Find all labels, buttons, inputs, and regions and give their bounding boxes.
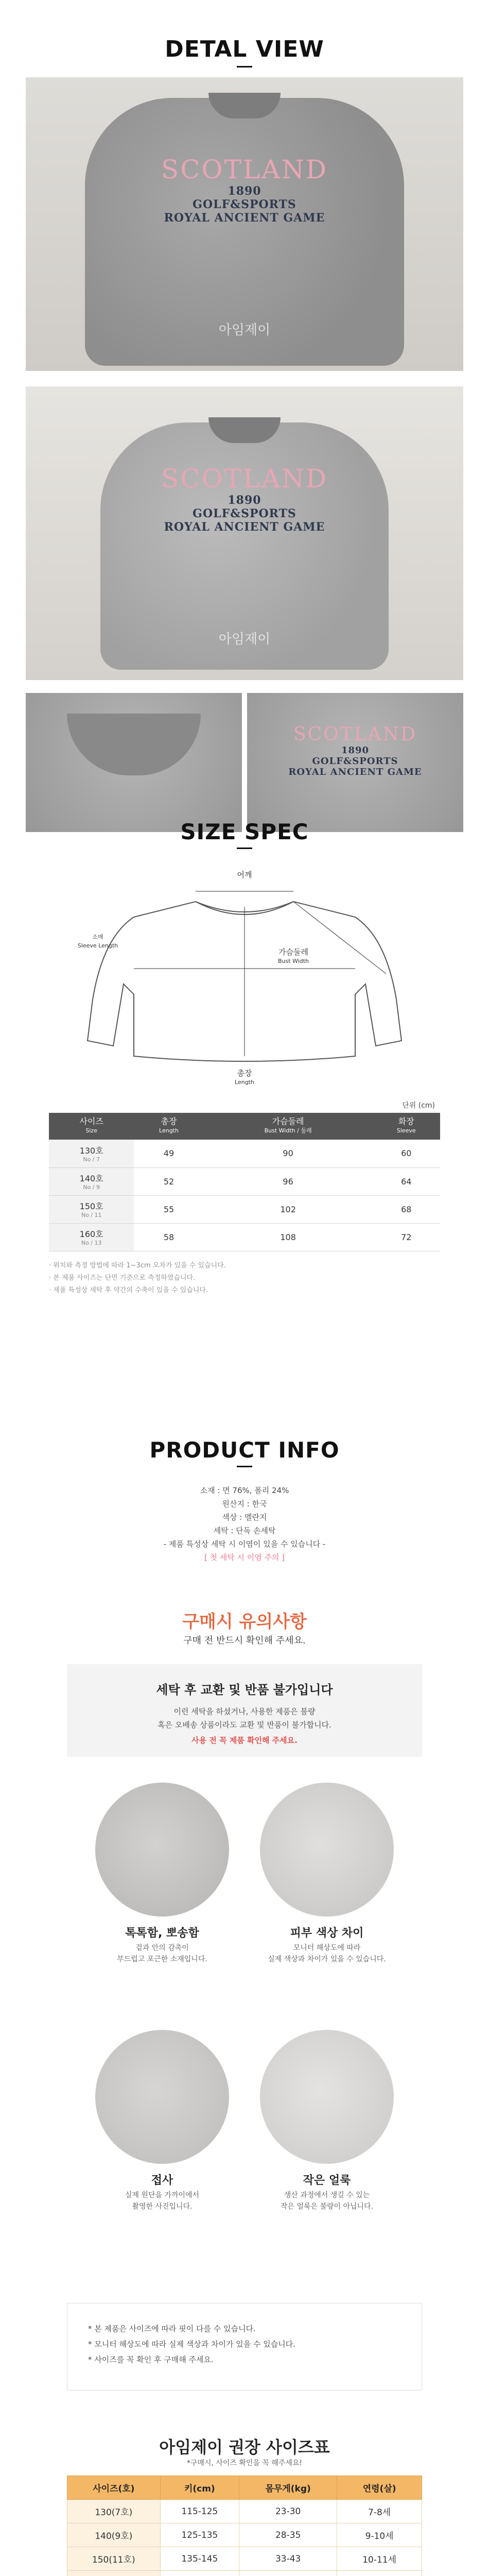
tip-line: * 본 제품은 사이즈에 따라 핏이 다를 수 있습니다. xyxy=(88,2324,256,2333)
size-note: · 제품 특성상 세탁 후 약간의 수축이 있을 수 있습니다. xyxy=(49,1286,208,1294)
fabric-stain-circle xyxy=(260,2030,394,2164)
caution-box-text xyxy=(67,1705,422,1732)
header-sleeve xyxy=(373,1113,440,1140)
watermark: 아임제이 xyxy=(218,632,271,647)
cell-size xyxy=(49,1195,134,1223)
cell-bust: 102 xyxy=(204,1195,373,1223)
size-sub: No / 13 xyxy=(81,1240,102,1246)
info-line: 색상 : 멜란지 xyxy=(222,1513,267,1522)
size-value: 150호 xyxy=(79,1201,103,1211)
feature-text-line: 생산 과정에서 생길 수 있는 xyxy=(284,2191,370,2199)
shoulder-ko: 어깨 xyxy=(237,870,252,879)
feature-text xyxy=(80,2190,244,2212)
fabric-closeup-circle xyxy=(95,2030,229,2164)
cell-length: 58 xyxy=(134,1223,203,1251)
tip-line: * 사이즈를 꼭 확인 후 구매해 주세요. xyxy=(88,2355,214,2364)
cell-size xyxy=(49,1223,134,1251)
feature-text-line: 실제 원단을 가까이에서 xyxy=(125,2191,200,2199)
size-value: 140호 xyxy=(79,1174,103,1183)
detail-view-title: DETAL VIEW xyxy=(165,36,324,62)
closeup-row xyxy=(26,693,463,832)
feature-text xyxy=(244,1942,409,1965)
cell-sleeve: 72 xyxy=(373,1223,440,1251)
detail-photo-front xyxy=(26,77,463,371)
length-label xyxy=(221,1069,268,1087)
header-size-en: Size xyxy=(85,1127,97,1134)
closeup-collar-photo xyxy=(26,693,242,832)
cell-length: 52 xyxy=(134,1167,203,1195)
cell-sleeve: 64 xyxy=(373,1167,440,1195)
feature-text-line: 겉과 안의 감촉이 xyxy=(135,1944,189,1952)
feature-title: 톡톡함, 뽀송함 xyxy=(125,1927,199,1940)
cell-weight: 23-30 xyxy=(239,2500,337,2523)
cell-age: 9-10세 xyxy=(337,2523,422,2547)
info-line: 원산지 : 한국 xyxy=(222,1499,267,1509)
print-line-1: GOLF&SPORTS xyxy=(193,507,296,520)
table-row xyxy=(49,1223,440,1251)
cell-length: 49 xyxy=(134,1140,203,1167)
closeup-print-photo xyxy=(247,693,463,832)
collar-closeup xyxy=(67,714,201,775)
header-sleeve-en: Sleeve xyxy=(396,1127,416,1134)
fabric-texture-circle xyxy=(95,1783,229,1917)
feature-text-line: 작은 얼룩은 불량이 아닙니다. xyxy=(280,2202,374,2211)
chest-ko: 가슴둘레 xyxy=(278,947,308,957)
cell-bust: 90 xyxy=(204,1140,373,1167)
feature-text-line: 부드럽고 포근한 소재입니다. xyxy=(117,1955,207,1963)
size-value: 130호 xyxy=(79,1145,103,1156)
cell-size xyxy=(49,1140,134,1167)
chest-label xyxy=(263,948,324,965)
unit-label: 단위 (cm) xyxy=(402,1101,435,1110)
print-title: SCOTLAND xyxy=(161,464,328,494)
print-line-1: GOLF&SPORTS xyxy=(312,756,398,767)
table-row xyxy=(49,1167,440,1195)
feature-text xyxy=(244,2190,409,2212)
header-length-en: Length xyxy=(159,1127,179,1134)
recommend-size-subtitle: *구매시, 사이즈 확인을 꼭 해주세요! xyxy=(186,2459,303,2467)
print-line-2: ROYAL ANCIENT GAME xyxy=(164,211,325,225)
info-line: 세탁 : 단독 손세탁 xyxy=(213,1526,276,1535)
feature-text xyxy=(80,1942,244,1965)
sweatshirt-print xyxy=(26,464,463,534)
size-sub: No / 11 xyxy=(81,1212,102,1218)
title-underline xyxy=(237,66,252,67)
print-title: SCOTLAND xyxy=(161,155,328,184)
chest-en: Bust Width xyxy=(277,958,309,964)
product-info-title: PRODUCT INFO xyxy=(149,1437,340,1463)
cell-size xyxy=(67,2571,161,2576)
print-line-1: GOLF&SPORTS xyxy=(193,198,296,211)
size-spec-title: SIZE SPEC xyxy=(180,819,309,844)
caution-box-warning: 사용 전 꼭 제품 확인해 주세요. xyxy=(191,1736,298,1745)
cell-size xyxy=(49,1167,134,1195)
tip-line: * 모니터 해상도에 따라 실제 색상과 차이가 있을 수 있습니다. xyxy=(88,2340,295,2349)
recommend-size-title: 아임제이 권장 사이즈표 xyxy=(159,2437,330,2457)
header-bust xyxy=(204,1113,373,1140)
size-note: · 본 제품 사이즈는 단면 기준으로 측정하였습니다. xyxy=(49,1274,196,1282)
cell-length: 55 xyxy=(134,1195,203,1223)
sweatshirt-print-closeup xyxy=(247,724,463,777)
header-bust-en: Bust Width / 둘레 xyxy=(264,1127,312,1134)
header-weight: 몸무게(kg) xyxy=(239,2476,337,2500)
caution-subtitle: 구매 전 반드시 확인해 주세요. xyxy=(183,1635,306,1646)
cell-bust: 96 xyxy=(204,1167,373,1195)
table-row xyxy=(67,2547,422,2571)
header-size xyxy=(49,1113,134,1140)
header-age: 연령(살) xyxy=(337,2476,422,2500)
sleeve-en: Sleeve Length xyxy=(77,942,118,949)
print-line-2: ROYAL ANCIENT GAME xyxy=(288,767,422,777)
cell-bust: 108 xyxy=(204,1223,373,1251)
cell-age: 10-11세 xyxy=(337,2547,422,2571)
size-value: 160호 xyxy=(79,1229,103,1239)
shoulder-label xyxy=(221,871,268,879)
size-diagram xyxy=(67,871,422,1087)
cell-age xyxy=(337,2571,422,2576)
feature-text-line: 모니터 해상도에 따라 xyxy=(293,1944,361,1952)
header-height: 키(cm) xyxy=(160,2476,239,2500)
cell-height xyxy=(160,2571,239,2576)
size-sub: No / 7 xyxy=(83,1156,100,1163)
collar xyxy=(208,417,281,443)
size-spec-table xyxy=(49,1113,440,1251)
info-line: - 제품 특성상 세탁 시 이염이 있을 수 있습니다 - xyxy=(163,1539,326,1549)
feature-title: 작은 얼룩 xyxy=(303,2174,351,2187)
print-year: 1890 xyxy=(341,745,370,756)
table-row xyxy=(67,2523,422,2547)
cell-size: 130(7호) xyxy=(67,2500,161,2523)
cell-weight: 33-43 xyxy=(239,2547,337,2571)
cell-weight xyxy=(239,2571,337,2576)
info-line: 소재 : 면 76%, 폴리 24% xyxy=(200,1486,289,1495)
size-note: · 위치와 측정 방법에 따라 1~3cm 오차가 있을 수 있습니다. xyxy=(49,1262,226,1269)
cell-height: 135-145 xyxy=(160,2547,239,2571)
tips-box xyxy=(67,2303,422,2391)
table-row xyxy=(67,2500,422,2523)
recommend-size-table xyxy=(67,2476,422,2576)
header-sleeve-ko: 화장 xyxy=(398,1116,414,1126)
caution-text-line: 혹은 오배송 상품이라도 교환 및 반품이 불가합니다. xyxy=(158,1720,331,1730)
header-length xyxy=(134,1113,203,1140)
print-title: SCOTLAND xyxy=(293,724,417,745)
size-notes xyxy=(49,1260,440,1297)
product-info-list xyxy=(0,1484,489,1564)
cell-height: 115-125 xyxy=(160,2500,239,2523)
cell-sleeve: 60 xyxy=(373,1140,440,1167)
caution-box-title: 세탁 후 교환 및 반품 불가입니다 xyxy=(156,1683,333,1697)
length-en: Length xyxy=(235,1079,254,1086)
print-line-2: ROYAL ANCIENT GAME xyxy=(164,520,325,534)
feature-text-line: 실제 색상과 차이가 있을 수 있습니다. xyxy=(268,1955,386,1963)
print-year: 1890 xyxy=(228,184,261,198)
fabric-color-circle xyxy=(260,1783,394,1917)
sweatshirt-print xyxy=(26,155,463,225)
feature-title: 접사 xyxy=(151,2174,173,2187)
cell-size: 140(9호) xyxy=(67,2523,161,2547)
sweatshirt-outline-icon xyxy=(67,871,422,1087)
cell-weight: 28-35 xyxy=(239,2523,337,2547)
caution-box xyxy=(67,1664,422,1757)
table-header-row xyxy=(67,2476,422,2500)
header-size-ko: 사이즈 xyxy=(79,1116,103,1126)
table-row xyxy=(49,1140,440,1167)
table-header-row xyxy=(49,1113,440,1140)
print-year: 1890 xyxy=(228,494,261,507)
table-row xyxy=(49,1195,440,1223)
info-warning-line: [ 첫 세탁 시 이염 주의 ] xyxy=(204,1553,285,1562)
title-underline xyxy=(237,848,252,849)
header-size: 사이즈(호) xyxy=(67,2476,161,2500)
header-bust-ko: 가슴둘레 xyxy=(272,1116,304,1126)
length-ko: 총장 xyxy=(237,1069,252,1078)
caution-title: 구매시 유의사항 xyxy=(182,1612,307,1632)
watermark: 아임제이 xyxy=(218,323,271,338)
title-underline xyxy=(237,1466,252,1467)
size-sub: No / 9 xyxy=(83,1184,100,1191)
cell-sleeve: 68 xyxy=(373,1195,440,1223)
detail-photo-hanging xyxy=(26,386,463,680)
table-row xyxy=(67,2571,422,2576)
collar xyxy=(208,93,281,118)
feature-title: 피부 색상 차이 xyxy=(290,1927,364,1940)
sleeve-ko: 소매 xyxy=(92,934,103,940)
cell-age: 7-8세 xyxy=(337,2500,422,2523)
caution-text-line: 이런 세탁을 하셨거나, 사용한 제품은 불량 xyxy=(173,1707,316,1716)
header-length-ko: 총장 xyxy=(161,1116,177,1126)
cell-size: 150(11호) xyxy=(67,2547,161,2571)
cell-height: 125-135 xyxy=(160,2523,239,2547)
feature-text-line: 촬영한 사진입니다. xyxy=(132,2202,193,2211)
sleeve-label xyxy=(67,933,129,950)
